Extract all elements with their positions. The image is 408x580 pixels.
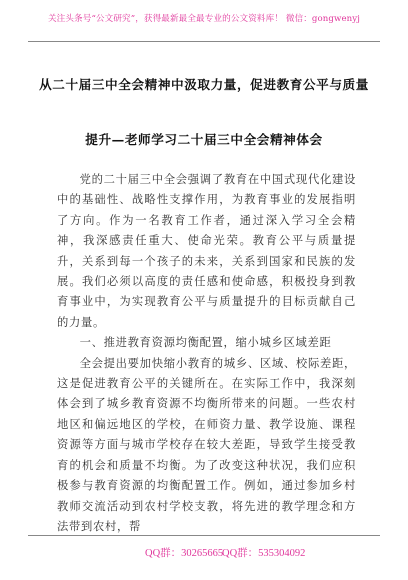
header-divider xyxy=(28,41,380,42)
footer-divider xyxy=(28,535,380,536)
footer-qq-group-2: QQ群：535304092 xyxy=(222,548,306,559)
document-body xyxy=(57,170,356,537)
section-heading: 一、推进教育资源均衡配置，缩小城乡区域差距 xyxy=(79,336,332,350)
document-title-line-1: 从二十届三中全会精神中汲取力量，促进教育公平与质量 xyxy=(39,77,369,92)
document-title-line-2: 提升—老师学习二十届三中全会精神体会 xyxy=(85,132,323,147)
body-paragraph: 党的二十届三中全会强调了教育在中国式现代化建设中的基础性、战略性支撑作用，为教育事业的发展指明了方向。作为一名教育工作者，通过深入学习全会精神，我深感责任重大、使命光荣。教育公平与质量提升，关系到每一个孩子的未来，关系到国家和民族的发展。我们必须以高度的责任感和使命感，积极投身到教育事业中，为实现教育公平与质量提升的目标贡献自己的力量。 xyxy=(57,173,356,329)
header-notice: 关注头条号“公文研究”，获得最新最全最专业的公文资料库！ 微信：gongwenyj xyxy=(47,14,361,24)
footer-qq-group-1: QQ群：30265665 xyxy=(145,548,224,559)
body-paragraph: 全会提出要加快缩小教育的城乡、区域、校际差距，这是促进教育公平的关键所在。在实际工作中，我深刻体会到了城乡教育资源不均衡所带来的问题。一些农村地区和偏远地区的学校，在师资力量、教学设施、课程资源等方面与城市学校存在较大差距，导致学生接受教育的机会和质量不均衡。为了改变这种状况，我们应积极参与教育资源的均衡配置工作。例如，通过参加乡村教师交流活动到农村学校支教，将先进的教学理念和方法带到农村，帮 xyxy=(57,356,356,533)
